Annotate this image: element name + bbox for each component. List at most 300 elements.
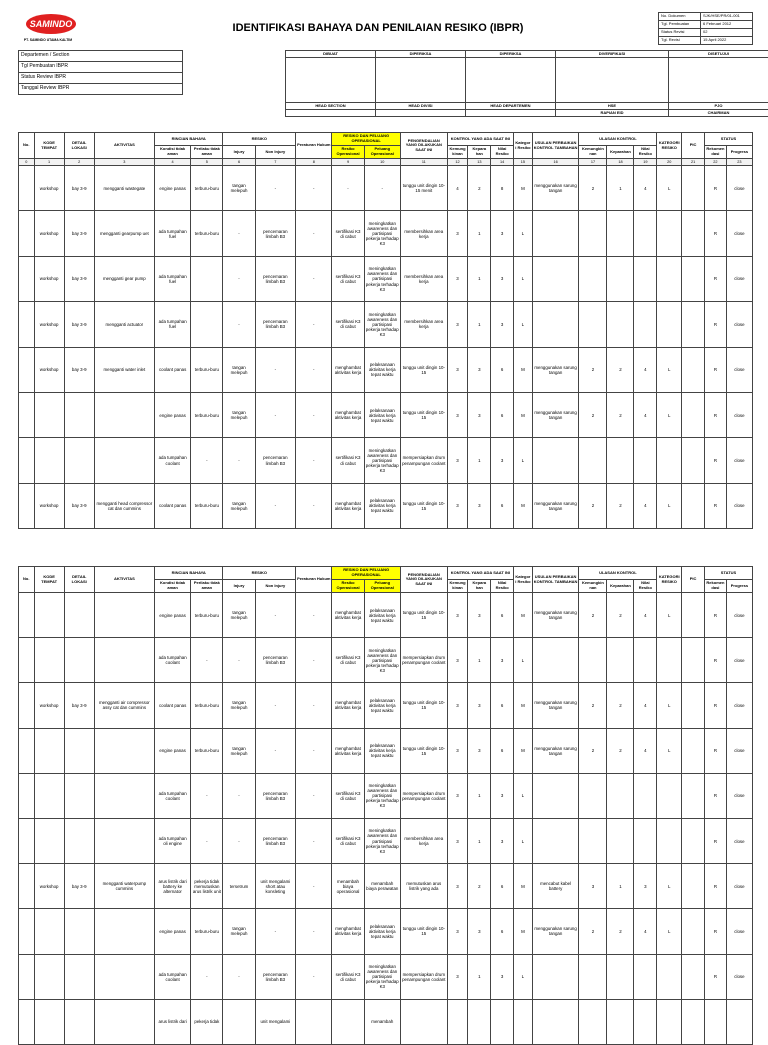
cell-hk: -: [296, 954, 332, 999]
column-number: 14: [491, 159, 514, 166]
cell-non: pencemaran limbah B3: [255, 638, 295, 683]
cell-p2: [607, 438, 634, 483]
cell-kat2: L: [657, 683, 682, 728]
cell-no: [19, 347, 35, 392]
col-pic: PIC: [682, 567, 705, 593]
cell-akt: [94, 999, 154, 1044]
cell-kode: [34, 773, 64, 818]
cell-kat2: L: [657, 166, 682, 211]
cell-kode: workshop: [34, 166, 64, 211]
cell-prog: close: [726, 392, 752, 437]
cell-p2: 2: [607, 683, 634, 728]
cell-pic: [682, 909, 705, 954]
col-kemungkinan-2: Kemungkin nan: [579, 580, 607, 593]
cell-inj: tangan melepuh: [223, 909, 255, 954]
cell-kon: engine panas: [154, 728, 190, 773]
cell-k: 4: [447, 166, 468, 211]
cell-n2: [634, 818, 657, 863]
cell-kode: workshop: [34, 302, 64, 347]
cell-k: 3: [447, 773, 468, 818]
cell-k2: [579, 211, 607, 256]
table-row: [19, 211, 753, 256]
table-row: [19, 864, 753, 909]
column-number: 9: [332, 159, 364, 166]
cell-kat: L: [514, 638, 533, 683]
cell-hk: -: [296, 818, 332, 863]
cell-hk: -: [296, 256, 332, 301]
cell-hk: -: [296, 728, 332, 773]
cell-hk: -: [296, 593, 332, 638]
cell-pg: tunggu unit dingin 10-15 menit: [400, 166, 447, 211]
cell-detail: bay 3-9: [64, 347, 94, 392]
cell-pic: [682, 773, 705, 818]
cell-ro: sertifikasi K3 di cabut: [332, 818, 364, 863]
cell-detail: bay 3-9: [64, 211, 94, 256]
cell-pic: [682, 954, 705, 999]
cell-n: 3: [491, 818, 514, 863]
col-nilai-resiko-2: Nilai Resiko: [634, 580, 657, 593]
table-row: [19, 256, 753, 301]
col-nilai-resiko: Nilai Resiko: [491, 146, 514, 159]
cell-kon: coolant panas: [154, 347, 190, 392]
col-pengendalian: PENGENDALIAN YANG DILAKUKAN SAAT INI: [400, 567, 447, 593]
cell-inj: tangan melepuh: [223, 392, 255, 437]
cell-detail: [64, 438, 94, 483]
cell-p2: 2: [607, 347, 634, 392]
cell-ro: -: [332, 166, 364, 211]
cell-p: 2: [468, 166, 491, 211]
cell-n2: [634, 211, 657, 256]
cell-kon: ada tumpahan coolant: [154, 954, 190, 999]
cell-prog: close: [726, 211, 752, 256]
cell-k2: 2: [579, 483, 607, 528]
cell-ro: menghambat aktivitas kerja: [332, 347, 364, 392]
cell-k: 3: [447, 593, 468, 638]
cell-inj: -: [223, 954, 255, 999]
cell-p2: [607, 302, 634, 347]
cell-rek: R: [705, 256, 727, 301]
cell-per: pekerja tidak: [191, 999, 223, 1044]
column-number: 3: [94, 159, 154, 166]
cell-p2: [607, 211, 634, 256]
sign-column-title: DISETUJUI: [669, 51, 768, 58]
cell-p: 1: [468, 773, 491, 818]
cell-inj: [223, 999, 255, 1044]
col-peluang-operasional: Peluang Operasional: [364, 580, 400, 593]
table-row: [19, 954, 753, 999]
cell-detail: bay 3-9: [64, 166, 94, 211]
cell-per: terburu-buru: [191, 483, 223, 528]
cell-per: -: [191, 638, 223, 683]
cell-akt: [94, 392, 154, 437]
cell-kat2: L: [657, 864, 682, 909]
cell-pic: [682, 166, 705, 211]
cell-k2: [579, 302, 607, 347]
cell-detail: [64, 728, 94, 773]
col-kode-tempat: KODE TEMPAT: [34, 133, 64, 159]
cell-p: 3: [468, 683, 491, 728]
cell-rek: R: [705, 302, 727, 347]
column-number: 19: [634, 159, 657, 166]
cell-k2: 3: [579, 864, 607, 909]
cell-prog: close: [726, 166, 752, 211]
cell-akt: mengganti waterpump cummins: [94, 864, 154, 909]
sign-role-secondary: RAPIAN EID: [556, 110, 669, 117]
table-header-row: [19, 133, 753, 146]
col-rekomendasi: Rekomen dasi: [705, 146, 727, 159]
cell-akt: [94, 909, 154, 954]
column-number: 16: [532, 159, 579, 166]
table-row: [19, 438, 753, 483]
cell-rek: R: [705, 347, 727, 392]
cell-kon: ada tumpahan fuel: [154, 302, 190, 347]
cell-no: [19, 211, 35, 256]
cell-po: meningkatkan awareness dan partisipasi pekerja terhadap K3: [364, 638, 400, 683]
cell-ro: sertifikasi K3 di cabut: [332, 438, 364, 483]
cell-pg: tunggu unit dingin 10-15: [400, 347, 447, 392]
cell-kat: M: [514, 483, 533, 528]
cell-hk: -: [296, 166, 332, 211]
samindo-logo: SAMINDO: [26, 14, 76, 34]
document-info-table: [658, 12, 753, 45]
cell-no: [19, 166, 35, 211]
table-row: [19, 166, 753, 211]
cell-rek: R: [705, 683, 727, 728]
info-label: Tanggal Review IBPR: [19, 84, 183, 95]
cell-us: [532, 638, 579, 683]
sign-header-row: [286, 51, 768, 58]
col-keparahan: Kepara han: [468, 580, 491, 593]
cell-us: [532, 438, 579, 483]
cell-kode: workshop: [34, 864, 64, 909]
cell-n: 6: [491, 864, 514, 909]
cell-akt: [94, 773, 154, 818]
cell-no: [19, 999, 35, 1044]
cell-k: 3: [447, 954, 468, 999]
cell-ro: menghambat aktivitas kerja: [332, 483, 364, 528]
col-kategori-resiko: Kategori Resiko: [514, 567, 533, 593]
cell-inj: -: [223, 818, 255, 863]
cell-kat: M: [514, 909, 533, 954]
col-kemungkinan: Kemung kinan: [447, 146, 468, 159]
cell-p: 1: [468, 954, 491, 999]
cell-kon: ada tumpahan oli engine: [154, 818, 190, 863]
cell-akt: mengganti gear pump: [94, 256, 154, 301]
cell-per: -: [191, 954, 223, 999]
cell-us: menggunakan sarung tangan: [532, 392, 579, 437]
cell-kode: workshop: [34, 347, 64, 392]
cell-kat2: [657, 818, 682, 863]
cell-p: 1: [468, 818, 491, 863]
cell-non: unit mengalami: [255, 999, 295, 1044]
cell-us: [532, 211, 579, 256]
column-number-row: [19, 159, 753, 166]
cell-kode: workshop: [34, 211, 64, 256]
cell-no: [19, 302, 35, 347]
cell-k2: 2: [579, 728, 607, 773]
cell-kat: M: [514, 683, 533, 728]
cell-pic: [682, 483, 705, 528]
cell-non: -: [255, 347, 295, 392]
col-detail-lokasi: DETAIL LOKASI: [64, 133, 94, 159]
cell-n: 6: [491, 683, 514, 728]
cell-no: [19, 728, 35, 773]
cell-no: [19, 909, 35, 954]
cell-pg: mempersiapkan drum penampungan coolant: [400, 954, 447, 999]
cell-pic: [682, 638, 705, 683]
cell-p: [468, 999, 491, 1044]
company-logo: [18, 12, 118, 46]
cell-prog: close: [726, 773, 752, 818]
cell-pg: tunggu unit dingin 10-15: [400, 683, 447, 728]
sign-role-secondary: [466, 110, 556, 117]
cell-po: pelaksanaan aktivitas kerja tepat waktu: [364, 593, 400, 638]
cell-ro: menghambat aktivitas kerja: [332, 909, 364, 954]
cell-kat: L: [514, 818, 533, 863]
cell-n: 3: [491, 256, 514, 301]
cell-akt: [94, 593, 154, 638]
cell-hk: -: [296, 638, 332, 683]
cell-us: menggunakan sarung tangan: [532, 593, 579, 638]
cell-pic: [682, 347, 705, 392]
cell-pg: tunggu unit dingin 10-15: [400, 728, 447, 773]
cell-rek: R: [705, 864, 727, 909]
cell-po: pelaksanaan aktivitas kerja tepat waktu: [364, 909, 400, 954]
doc-info-value: 15 April 2022: [701, 37, 753, 45]
cell-n: [491, 999, 514, 1044]
cell-p2: 2: [607, 593, 634, 638]
column-number: 23: [726, 159, 752, 166]
info-row: [19, 62, 183, 73]
cell-hk: -: [296, 864, 332, 909]
col-aktivitas: AKTIVITAS: [94, 133, 154, 159]
cell-n: 3: [491, 211, 514, 256]
cell-kat: M: [514, 392, 533, 437]
cell-akt: [94, 638, 154, 683]
cell-detail: [64, 593, 94, 638]
col-kemungkinan-2: Kemungkin nan: [579, 146, 607, 159]
cell-non: -: [255, 483, 295, 528]
cell-hk: -: [296, 302, 332, 347]
cell-p2: 2: [607, 483, 634, 528]
cell-us: menggunakan sarung tangan: [532, 909, 579, 954]
cell-n2: [634, 302, 657, 347]
table-row: [19, 302, 753, 347]
col-non-injury: Non Injury: [255, 580, 295, 593]
cell-pic: [682, 438, 705, 483]
cell-us: mencabut kabel battery: [532, 864, 579, 909]
cell-kat2: [657, 256, 682, 301]
cell-pic: [682, 256, 705, 301]
col-injury: Injury: [223, 146, 255, 159]
cell-n2: 3: [634, 864, 657, 909]
cell-inj: tangan melepuh: [223, 166, 255, 211]
cell-pg: membersihkan area kerja: [400, 256, 447, 301]
cell-non: pencemaran limbah B3: [255, 773, 295, 818]
cell-pic: [682, 864, 705, 909]
cell-kon: coolant panas: [154, 683, 190, 728]
cell-no: [19, 773, 35, 818]
cell-rek: R: [705, 438, 727, 483]
cell-us: [532, 999, 579, 1044]
cell-per: terburu-buru: [191, 728, 223, 773]
doc-info-row: [659, 29, 753, 37]
ibpr-table-1: [18, 132, 753, 529]
cell-detail: bay 3-9: [64, 864, 94, 909]
cell-p2: [607, 954, 634, 999]
cell-kode: [34, 438, 64, 483]
doc-info-value: 02: [701, 29, 753, 37]
cell-non: -: [255, 166, 295, 211]
cell-no: [19, 683, 35, 728]
cell-prog: close: [726, 302, 752, 347]
cell-k2: [579, 999, 607, 1044]
cell-po: meningkatkan awareness dan partisipasi pekerja terhadap K3: [364, 211, 400, 256]
cell-hk: -: [296, 909, 332, 954]
col-perilaku: Perilaku tidak aman: [191, 580, 223, 593]
cell-inj: -: [223, 302, 255, 347]
cell-kode: [34, 392, 64, 437]
cell-k: 3: [447, 438, 468, 483]
cell-n2: 4: [634, 347, 657, 392]
cell-detail: [64, 999, 94, 1044]
doc-info-label: Tgl. Pembuatan: [659, 21, 701, 29]
cell-n: 3: [491, 638, 514, 683]
cell-detail: bay 3-9: [64, 302, 94, 347]
cell-per: terburu-buru: [191, 683, 223, 728]
cell-kat2: L: [657, 593, 682, 638]
cell-n2: [634, 256, 657, 301]
cell-per: -: [191, 438, 223, 483]
cell-p: 3: [468, 347, 491, 392]
table-row: [19, 773, 753, 818]
cell-n2: 4: [634, 728, 657, 773]
cell-kat2: L: [657, 909, 682, 954]
column-number: 1: [34, 159, 64, 166]
cell-kat2: [657, 954, 682, 999]
col-kategori-resiko-2: KATEGORI RESIKO: [657, 567, 682, 593]
cell-prog: close: [726, 954, 752, 999]
cell-kon: engine panas: [154, 593, 190, 638]
cell-no: [19, 593, 35, 638]
cell-po: pelaksanaan aktivitas kerja tepat waktu: [364, 483, 400, 528]
cell-n: 8: [491, 166, 514, 211]
cell-akt: [94, 728, 154, 773]
col-kemungkinan: Kemung kinan: [447, 580, 468, 593]
cell-kon: arus listrik dari: [154, 999, 190, 1044]
cell-p: 3: [468, 392, 491, 437]
cell-po: meningkatkan awareness dan partisipasi pekerja terhadap K3: [364, 256, 400, 301]
cell-n: 3: [491, 438, 514, 483]
table-row: [19, 728, 753, 773]
cell-kon: arus listrik dari battery ke alternator: [154, 864, 190, 909]
cell-kat2: [657, 302, 682, 347]
info-row: [19, 84, 183, 95]
cell-inj: tangan melepuh: [223, 593, 255, 638]
table-header-row: [19, 567, 753, 580]
sign-column-title: DIPERIKSA: [466, 51, 556, 58]
cell-rek: R: [705, 593, 727, 638]
cell-p2: [607, 999, 634, 1044]
cell-kon: ada tumpahan coolant: [154, 773, 190, 818]
cell-po: meningkatkan awareness dan partisipasi pekerja terhadap K3: [364, 438, 400, 483]
cell-p2: 2: [607, 909, 634, 954]
cell-no: [19, 483, 35, 528]
cell-pg: memutuskan arus listrik yang ada: [400, 864, 447, 909]
cell-k: 3: [447, 256, 468, 301]
col-detail-lokasi: DETAIL LOKASI: [64, 567, 94, 593]
cell-per: terburu-buru: [191, 909, 223, 954]
sign-role-row: [286, 103, 768, 110]
cell-pg: mempersiapkan drum penampungan coolant: [400, 773, 447, 818]
cell-detail: bay 3-9: [64, 256, 94, 301]
signature-box: [669, 58, 768, 103]
cell-pic: [682, 593, 705, 638]
cell-kat2: [657, 211, 682, 256]
cell-k2: [579, 638, 607, 683]
column-number: 4: [154, 159, 190, 166]
cell-pg: membersihkan area kerja: [400, 211, 447, 256]
cell-pic: [682, 999, 705, 1044]
cell-k2: 2: [579, 909, 607, 954]
cell-ro: sertifikasi K3 di cabut: [332, 211, 364, 256]
cell-per: terburu-buru: [191, 211, 223, 256]
column-number: 12: [447, 159, 468, 166]
cell-kat: L: [514, 773, 533, 818]
cell-non: pencemaran limbah B3: [255, 818, 295, 863]
cell-hk: -: [296, 211, 332, 256]
cell-k: 3: [447, 392, 468, 437]
doc-info-label: Status Revisi: [659, 29, 701, 37]
column-number: 11: [400, 159, 447, 166]
col-peraturan-hukum: Peraturan Hukum: [296, 567, 332, 593]
cell-no: [19, 392, 35, 437]
cell-inj: tangan melepuh: [223, 728, 255, 773]
cell-us: [532, 954, 579, 999]
cell-hk: -: [296, 683, 332, 728]
col-resiko: RESIKO: [223, 567, 296, 580]
cell-po: meningkatkan awareness dan partisipasi pekerja terhadap K3: [364, 818, 400, 863]
cell-non: pencemaran limbah B3: [255, 438, 295, 483]
cell-akt: mengganti head compressor cat dan cummins: [94, 483, 154, 528]
info-row: [19, 73, 183, 84]
sign-role: HEAD SECTION: [286, 103, 376, 110]
cell-inj: tersetrum: [223, 864, 255, 909]
cell-pg: mempersiapkan drum penampungan coolant: [400, 438, 447, 483]
table-row: [19, 999, 753, 1044]
company-name: PT. SAMINDO UTAMA KALTIM: [18, 38, 78, 42]
cell-prog: close: [726, 728, 752, 773]
document-title: IDENTIFIKASI BAHAYA DAN PENILAIAN RESIKO (IBPR): [178, 22, 578, 34]
table-row: [19, 638, 753, 683]
cell-us: [532, 302, 579, 347]
cell-k: 3: [447, 683, 468, 728]
cell-kat: L: [514, 438, 533, 483]
cell-p2: 1: [607, 864, 634, 909]
cell-po: pelaksanaan aktivitas kerja tepat waktu: [364, 347, 400, 392]
cell-k2: 2: [579, 593, 607, 638]
col-usulan: USULAN PERBAIKAN KONTROL TAMBAHAN: [532, 567, 579, 593]
cell-n: 6: [491, 593, 514, 638]
cell-k2: [579, 818, 607, 863]
info-label: Status Review IBPR: [19, 73, 183, 84]
cell-kon: coolant panas: [154, 483, 190, 528]
col-injury: Injury: [223, 580, 255, 593]
cell-k2: 2: [579, 392, 607, 437]
cell-akt: mengganti water inlet: [94, 347, 154, 392]
cell-rek: R: [705, 211, 727, 256]
cell-no: [19, 438, 35, 483]
